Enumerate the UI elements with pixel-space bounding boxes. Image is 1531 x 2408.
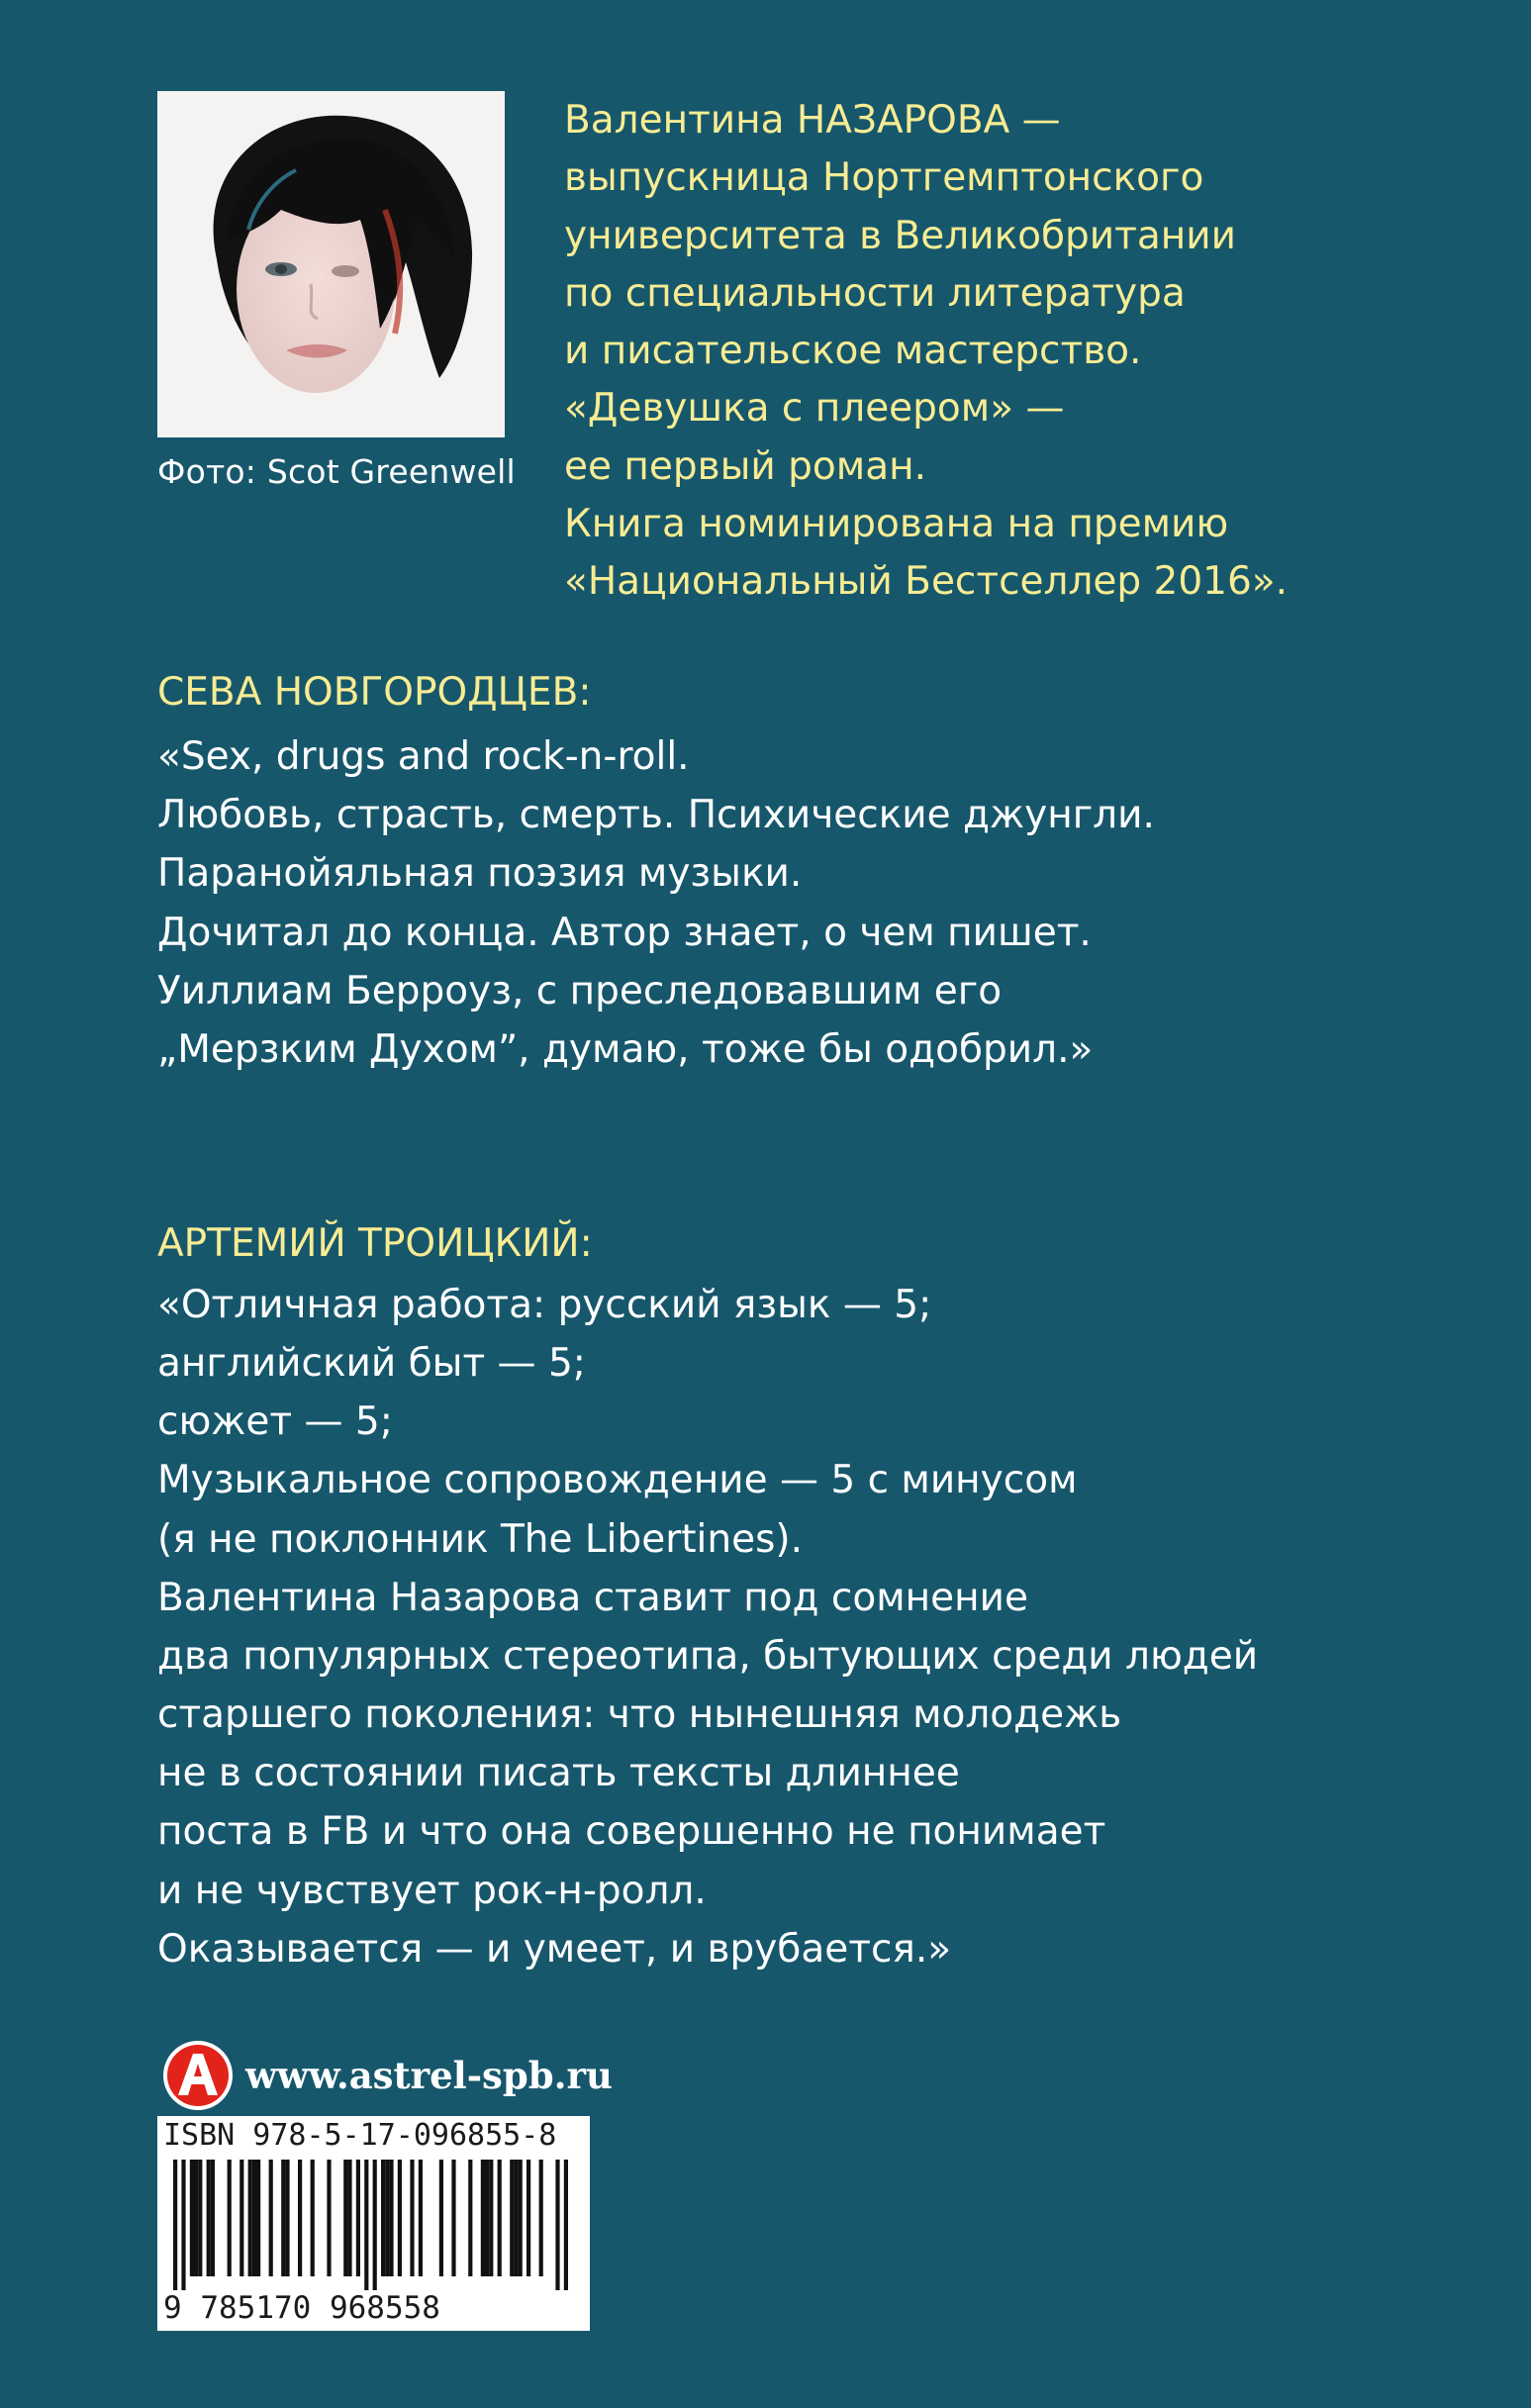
quote-line: (я не поклонник The Libertines). — [157, 1516, 804, 1562]
barcode-bar — [381, 2160, 385, 2276]
isbn-label: ISBN 978-5-17-096855-8 — [163, 2118, 557, 2153]
barcode-bar — [451, 2160, 455, 2276]
barcode-bar — [526, 2160, 530, 2276]
barcode-bar — [228, 2160, 232, 2276]
isbn-barcode — [157, 2116, 590, 2331]
quote-line: «Sex, drugs and rock-n-roll. — [157, 734, 690, 779]
quote-line: Любовь, страсть, смерть. Психические джунгли. — [157, 793, 1155, 838]
quote-line: и не чувствует рок-н-ролл. — [157, 1868, 707, 1913]
barcode-bar — [211, 2160, 215, 2276]
author-photo — [157, 91, 505, 437]
barcode-bar — [398, 2160, 402, 2276]
quote-line: два популярных стереотипа, бытующих среди людей — [157, 1633, 1259, 1679]
barcode-bar — [207, 2160, 211, 2276]
quote-line: Музыкальное сопровождение — 5 с минусом — [157, 1458, 1078, 1503]
photo-credit: Фото: Scot Greenwell — [157, 452, 516, 491]
barcode-bar — [539, 2160, 543, 2276]
barcode-bar — [439, 2160, 443, 2276]
barcode-bar — [256, 2160, 260, 2276]
barcode-bar — [385, 2160, 389, 2276]
barcode-bar — [489, 2160, 493, 2276]
bio-line: «Девушка с плеером» — — [564, 386, 1065, 432]
review-quote — [157, 1276, 1483, 1978]
quote-line: Оказывается — и умеет, и врубается.» — [157, 1926, 952, 1972]
barcode-bar — [514, 2160, 518, 2276]
barcode-bar — [281, 2160, 285, 2276]
barcode-bar — [198, 2160, 202, 2276]
barcode-bar — [555, 2160, 559, 2290]
author-portrait-image — [157, 91, 505, 437]
review-quote — [157, 727, 1483, 1079]
barcode-bar — [389, 2160, 393, 2276]
barcode-bar — [269, 2160, 273, 2276]
barcode-digits: 9 785170 968558 — [163, 2290, 440, 2326]
quote-line: «Отличная работа: русский язык — 5; — [157, 1283, 932, 1327]
bio-line: и писательское мастерство. — [564, 329, 1142, 374]
barcode-bar — [343, 2160, 347, 2276]
barcode-bar — [356, 2160, 360, 2276]
barcode-bar — [252, 2160, 256, 2276]
bio-line: Книга номинирована на премию — [564, 502, 1229, 547]
barcode-bars — [173, 2160, 574, 2290]
barcode-bar — [564, 2160, 568, 2290]
barcode-bar — [347, 2160, 351, 2276]
reviewer-name: АРТЕМИЙ ТРОИЦКИЙ: — [157, 1221, 593, 1266]
bio-line: выпускница Нортгемптонского — [564, 155, 1204, 201]
barcode-bar — [194, 2160, 198, 2276]
barcode-bar — [190, 2160, 194, 2276]
quote-line: английский быт — 5; — [157, 1341, 586, 1387]
reviewer-name: СЕВА НОВГОРОДЦЕВ: — [157, 670, 592, 715]
barcode-bar — [419, 2160, 423, 2276]
bio-line: по специальности литература — [564, 270, 1186, 316]
quote-line: Валентина Назарова ставит под сомнение — [157, 1575, 1028, 1620]
quote-line: поста в FB и что она совершенно не понимает — [157, 1809, 1106, 1855]
barcode-bar — [468, 2160, 472, 2276]
barcode-bar — [364, 2160, 368, 2290]
bio-line: ее первый роман. — [564, 443, 926, 489]
barcode-bar — [173, 2160, 177, 2290]
quote-line: не в состоянии писать тексты длиннее — [157, 1751, 960, 1796]
barcode-bar — [311, 2160, 315, 2276]
quote-line: Дочитал до конца. Автор знает, о чем пишет. — [157, 910, 1092, 955]
barcode-bar — [481, 2160, 485, 2276]
publisher-url-link[interactable]: www.astrel-spb.ru — [245, 2054, 613, 2097]
barcode-bar — [510, 2160, 514, 2276]
barcode-bar — [248, 2160, 252, 2276]
barcode-bar — [327, 2160, 331, 2276]
quote-line: сюжет — 5; — [157, 1399, 393, 1445]
barcode-bar — [498, 2160, 502, 2276]
barcode-bar — [373, 2160, 377, 2290]
author-bio — [564, 92, 1494, 612]
barcode-bar — [181, 2160, 185, 2290]
barcode-bar — [410, 2160, 414, 2276]
astrel-a-logo-icon — [162, 2040, 234, 2111]
publisher-block — [162, 2039, 613, 2112]
quote-line: Уиллиам Берроуз, с преследовавшим его — [157, 968, 1003, 1013]
bio-line: Валентина НАЗАРОВА — — [564, 98, 1061, 143]
bio-line: «Национальный Бестселлер 2016». — [564, 559, 1289, 605]
quote-line: старшего поколения: что нынешняя молодежь — [157, 1692, 1122, 1738]
quote-line: „Мерзким Духом”, думаю, тоже бы одобрил.» — [157, 1027, 1094, 1073]
barcode-bar — [298, 2160, 302, 2276]
barcode-bar — [285, 2160, 289, 2276]
barcode-bar — [239, 2160, 243, 2276]
bio-line: университета в Великобритании — [564, 213, 1236, 258]
quote-line: Паранойяльная поэзия музыки. — [157, 851, 803, 897]
barcode-bar — [519, 2160, 523, 2276]
barcode-bar — [485, 2160, 489, 2276]
